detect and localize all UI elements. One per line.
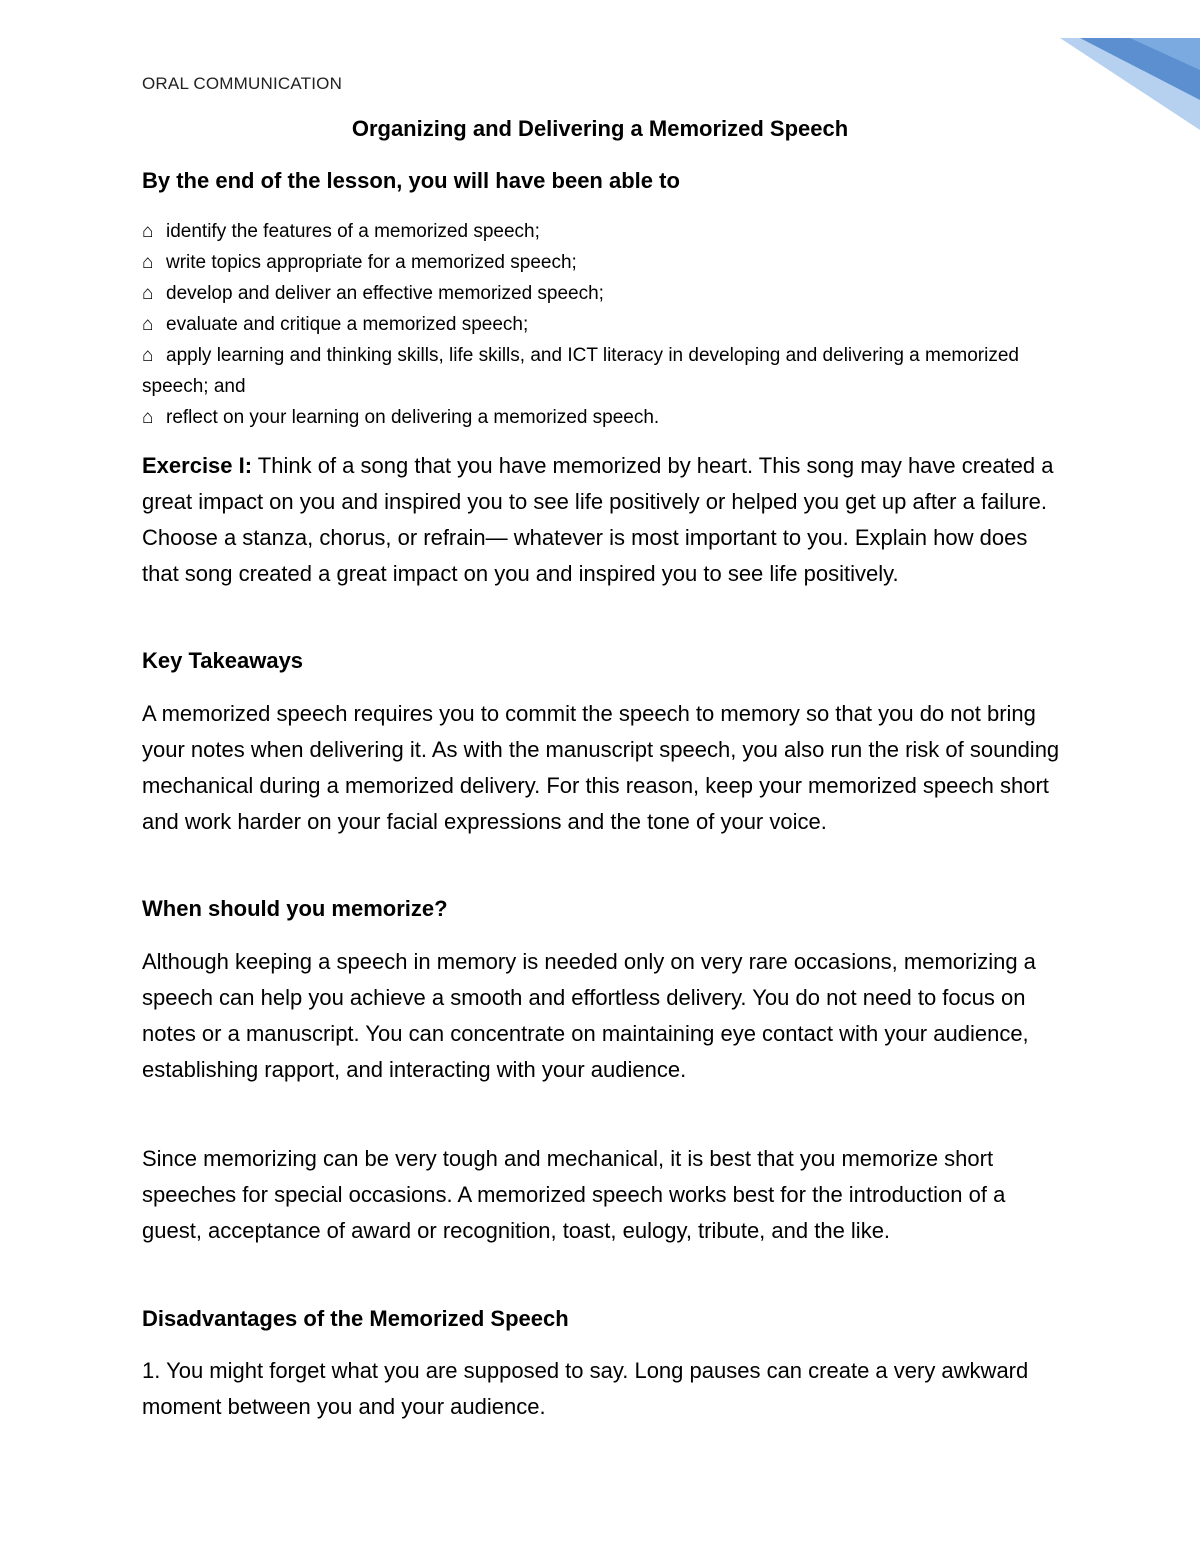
when-memorize-paragraph: Since memorizing can be very tough and mechanical, it is best that you memorize short speeches for special occasions. A memorized speech works best for the introduction of a guest, acceptance of award or recognition, toast, eulogy, tribute, and the like. — [142, 1146, 1006, 1243]
objective-item — [142, 309, 1052, 340]
house-bullet-icon: ⌂ — [142, 314, 154, 335]
house-bullet-icon: ⌂ — [142, 283, 154, 304]
exercise-paragraph — [142, 448, 1062, 592]
objectives-heading: By the end of the lesson, you will have been able to — [142, 168, 680, 193]
house-bullet-icon: ⌂ — [142, 252, 154, 273]
running-header: ORAL COMMUNICATION — [142, 74, 343, 93]
disadvantages-heading: Disadvantages of the Memorized Speech — [142, 1306, 569, 1331]
objective-text: develop and deliver an effective memorized speech; — [166, 283, 604, 304]
house-bullet-icon: ⌂ — [142, 345, 154, 366]
key-takeaways-paragraph: A memorized speech requires you to commit the speech to memory so that you do not bring your notes when delivering it. As with the manuscript speech, you also run the risk of sounding mechanical during a memorized delivery. For this reason, keep your memorized speech short and work harder on your facial expressions and the tone of your voice. — [142, 701, 1060, 834]
corner-decoration — [1060, 0, 1200, 130]
objective-text: reflect on your learning on delivering a memorized speech. — [166, 407, 660, 428]
disadvantage-item: 1. You might forget what you are supposed to say. Long pauses can create a very awkward moment between you and your audience. — [142, 1358, 1029, 1419]
objective-item — [142, 340, 1052, 402]
objective-item — [142, 247, 1052, 278]
objective-item — [142, 216, 1052, 247]
document-title: Organizing and Delivering a Memorized Speech — [351, 116, 849, 141]
exercise-text: Think of a song that you have memorized by heart. This song may have created a great impact on you and inspired you to see life positively or helped you get up after a failure. Choose a stanza, chorus, or refrain— whatever is most important to you. Explain how does that song created a great impact on you and inspired you to see life positively. — [142, 453, 1054, 586]
objective-text: identify the features of a memorized speech; — [166, 221, 540, 242]
house-bullet-icon: ⌂ — [142, 407, 154, 428]
objective-text: write topics appropriate for a memorized speech; — [166, 252, 577, 273]
key-takeaways-heading: Key Takeaways — [142, 648, 304, 673]
house-bullet-icon: ⌂ — [142, 221, 154, 242]
objectives-list — [142, 216, 1052, 433]
when-memorize-heading: When should you memorize? — [142, 896, 448, 921]
objective-text: apply learning and thinking skills, life skills, and ICT literacy in developing and delivering a memorized speech; and — [142, 345, 1019, 397]
objective-item — [142, 402, 1052, 433]
objective-item — [142, 278, 1052, 309]
objective-text: evaluate and critique a memorized speech; — [166, 314, 529, 335]
exercise-label: Exercise I: — [142, 453, 253, 478]
when-memorize-paragraph: Although keeping a speech in memory is needed only on very rare occasions, memorizing a speech can help you achieve a smooth and effortless delivery. You do not need to focus on notes or a manuscript. You can concentrate on maintaining eye contact with your audience, establishing rapport, and interacting with your audience. — [142, 949, 1036, 1082]
